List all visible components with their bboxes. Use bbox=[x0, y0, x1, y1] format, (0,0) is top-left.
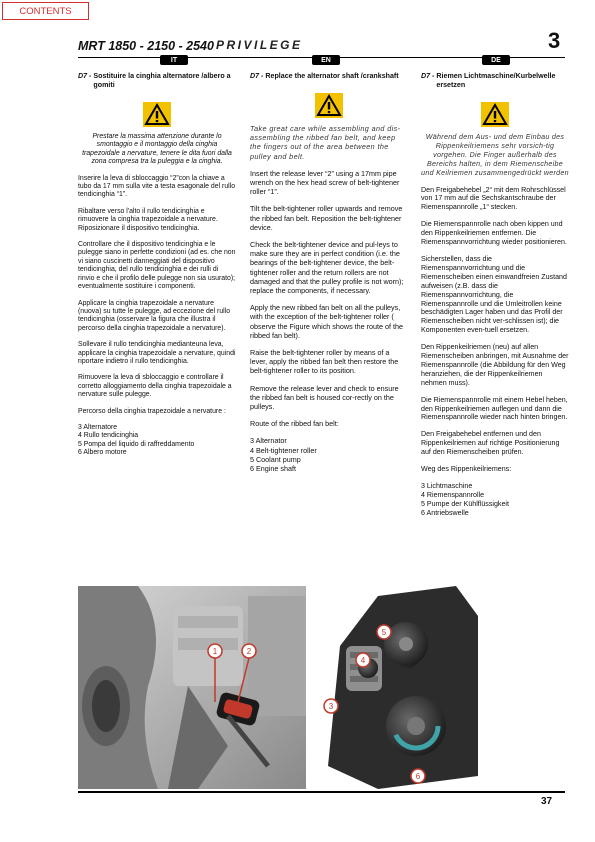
list-item: 5 Pumpe der Kühlflüssigkeit bbox=[421, 499, 509, 508]
paragraph: Route of the ribbed fan belt: bbox=[250, 419, 339, 429]
column-italian bbox=[78, 72, 236, 458]
list-item: 4 Belt-tightener roller bbox=[250, 445, 317, 455]
list-item: 3 Alternatore bbox=[78, 423, 118, 431]
brand-logo: PRIVILEGE bbox=[216, 38, 303, 52]
list-item: 6 Engine shaft bbox=[250, 464, 296, 474]
paragraph: Rimuovere la leva di sbloccaggio e controllare il corretto alloggiamento della cinghia trapezoidale a nervature sulle pulegge. bbox=[78, 374, 232, 399]
paragraph: Weg des Rippenkeilriemens: bbox=[421, 465, 512, 474]
paragraph: Sollevare il rullo tendicinghia medianteuna leva, applicare la cinghia trapezoidale a nervature, quindi riportare indietro il rullo tendicinghia. bbox=[78, 341, 236, 365]
warning-icon bbox=[481, 102, 509, 127]
paragraph: Die Riemenspannrolle mit einem Hebel heben, den Rippenkeilriemen auflegen und dann die Riemenspannrolle wieder nach hinten bringen. bbox=[421, 395, 568, 422]
warning-icon bbox=[315, 93, 343, 118]
paragraph: Remove the release lever and check to ensure the ribbed fan belt is housed cor-rectly on the pulleys. bbox=[250, 383, 399, 412]
legend-list bbox=[421, 482, 569, 518]
callout-2: 2 bbox=[246, 647, 252, 656]
section-heading: D7 - Sostituire la cinghia alternatore /albero a gomiti bbox=[78, 72, 231, 89]
chapter-number: 3 bbox=[548, 28, 561, 53]
list-item: 5 Pompa del liquido di raffreddamento bbox=[78, 440, 195, 448]
page-number: 37 bbox=[541, 796, 553, 807]
safety-note: Während dem Aus- und dem Einbau des Rippenkeilriemens sehr vorsich-tig vorgehen. Die Finger außerhalb des Bereichs halten, in dem Riemenscheibe und Keilriemen zusammengedrückt werden bbox=[421, 133, 569, 177]
callout-3: 3 bbox=[328, 702, 334, 711]
list-item: 4 Riemenspannrolle bbox=[421, 490, 485, 499]
list-item: 5 Coolant pump bbox=[250, 454, 301, 464]
callout-6: 6 bbox=[415, 772, 421, 781]
contents-button[interactable]: CONTENTS bbox=[2, 2, 89, 20]
paragraph: Inserire la leva di sbloccaggio “2”con la chiave a tubo da 17 mm sulla vite a testa esagonale del rullo tendicinghia “1”. bbox=[78, 174, 236, 199]
safety-note: Take great care while assembling and dis-assembling the ribbed fan belt, and keep the fingers out of the area between the pulley and belt. bbox=[250, 124, 401, 161]
paragraph: Insert the release lever “2” using a 17mm pipe wrench on the hex head screw of belt-tightener roller “1”. bbox=[250, 168, 400, 197]
page-title: MRT 1850 - 2150 - 2540 bbox=[78, 39, 214, 53]
paragraph: Controllare che il dispositivo tendicinghia e le pulegge siano in perfette condizioni (ad es. che non vi siano cuscinetti danneggiati del dispositivo tendicinghia, del rullo tendicinghia e dei rulli di rinvio e che il profilo delle pulegge non sia usurato); eventualmente sostituire i componenti. bbox=[78, 241, 236, 291]
column-english bbox=[250, 72, 408, 473]
lang-tab-de: DE bbox=[482, 55, 510, 65]
warning-icon bbox=[143, 102, 171, 127]
paragraph: Den Freigabehebel „2“ mit dem Rohrschlüssel von 17 mm auf die Sechskantschraube der Riemenspannrolle „1“ stecken. bbox=[421, 185, 566, 212]
list-item: 6 Antriebswelle bbox=[421, 508, 469, 517]
callout-1: 1 bbox=[212, 647, 218, 656]
paragraph: Den Rippenkeilriemen (neu) auf allen Riemenscheiben anbringen, mit Ausnahme der Riemenspannrolle (die Abbildung für den Weg heranziehen, die der Rippenkeilriemen nehmen muss). bbox=[421, 343, 569, 387]
list-item: 6 Albero motore bbox=[78, 449, 127, 457]
callout-4: 4 bbox=[360, 656, 366, 665]
column-german bbox=[421, 72, 569, 518]
engine-belt-photo bbox=[78, 586, 565, 789]
list-item: 4 Rullo tendicinghia bbox=[78, 432, 139, 440]
section-heading: D7 - Riemen Lichtmaschine/Kurbelwelle ersetzen bbox=[421, 72, 556, 89]
lang-tab-en: EN bbox=[312, 55, 340, 65]
footer-rule bbox=[78, 791, 565, 793]
list-item: 3 Alternator bbox=[250, 436, 287, 446]
list-item: 3 Lichtmaschine bbox=[421, 482, 473, 490]
lang-tab-it: IT bbox=[160, 55, 188, 65]
paragraph: Die Riemenspannrolle nach oben kippen und den Rippenkeilriemen entfernen. Die Riemenspannvorrichtung wieder positionieren. bbox=[421, 220, 567, 247]
paragraph: Check the belt-tightener device and pul-leys to make sure they are in perfect condition (i.e. the bearings of the belt-tightener device, the belt-tightener roller and the return rollers are not damaged and that the pulley profile is not worn); replace the components, if necessary. bbox=[250, 240, 404, 296]
paragraph: Den Freigabehebel entfernen und den Rippenkeilriemen auf richtige Positionierung auf den Riemenscheiben prüfen. bbox=[421, 430, 560, 457]
legend-list bbox=[78, 424, 236, 458]
legend-list bbox=[250, 436, 408, 473]
paragraph: Apply the new ribbed fan belt on all the pulleys, with the exception of the belt-tightener roller ( observe the Figure which shows the route of the ribbed fan belt). bbox=[250, 303, 404, 340]
section-heading: D7 - Replace the alternator shaft /crankshaft bbox=[250, 72, 399, 80]
callout-5: 5 bbox=[381, 628, 387, 637]
paragraph: Percorso della cinghia trapezoidale a nervature : bbox=[78, 407, 226, 415]
paragraph: Tilt the belt-tightener roller upwards and remove the ribbed fan belt. Reposition the belt-tightener device. bbox=[250, 204, 403, 232]
paragraph: Applicare la cinghia trapezoidale a nervature (nuova) su tutte le pulegge, ad eccezione del rullo tendicinghia (osservare la figura che illustra il percorso della cinghia trapezoidale a nervature). bbox=[78, 299, 231, 332]
paragraph: Sicherstellen, dass die Riemenspannvorrichtung und die Riemenscheiben einen einwandfreien Zustand aufweisen (z.B. dass die Riemenspannvorrichtung, die Riemenspannrolle und die Umleitrollen keine beschädigten Lager haben und das Profil der Riemenscheiben nicht ver-schlissen ist); die Komponenten even-tuell ersetzen. bbox=[421, 254, 567, 335]
paragraph: Raise the belt-tightener roller by means of a lever, apply the ribbed fan belt then restore the belt-tightener roller to its position. bbox=[250, 348, 399, 376]
paragraph: Ribaltare verso l'alto il rullo tendicinghia e rimuovere la cinghia trapezoidale a nervature. Riposizionare il dispositivo tendicinghia. bbox=[78, 207, 218, 232]
safety-note: Prestare la massima attenzione durante lo smontaggio e il montaggio della cinghia trapezoidale a nervature, tenere le dita fuori dalla zona compresa tra la puleggia e la cinghia. bbox=[82, 133, 232, 166]
